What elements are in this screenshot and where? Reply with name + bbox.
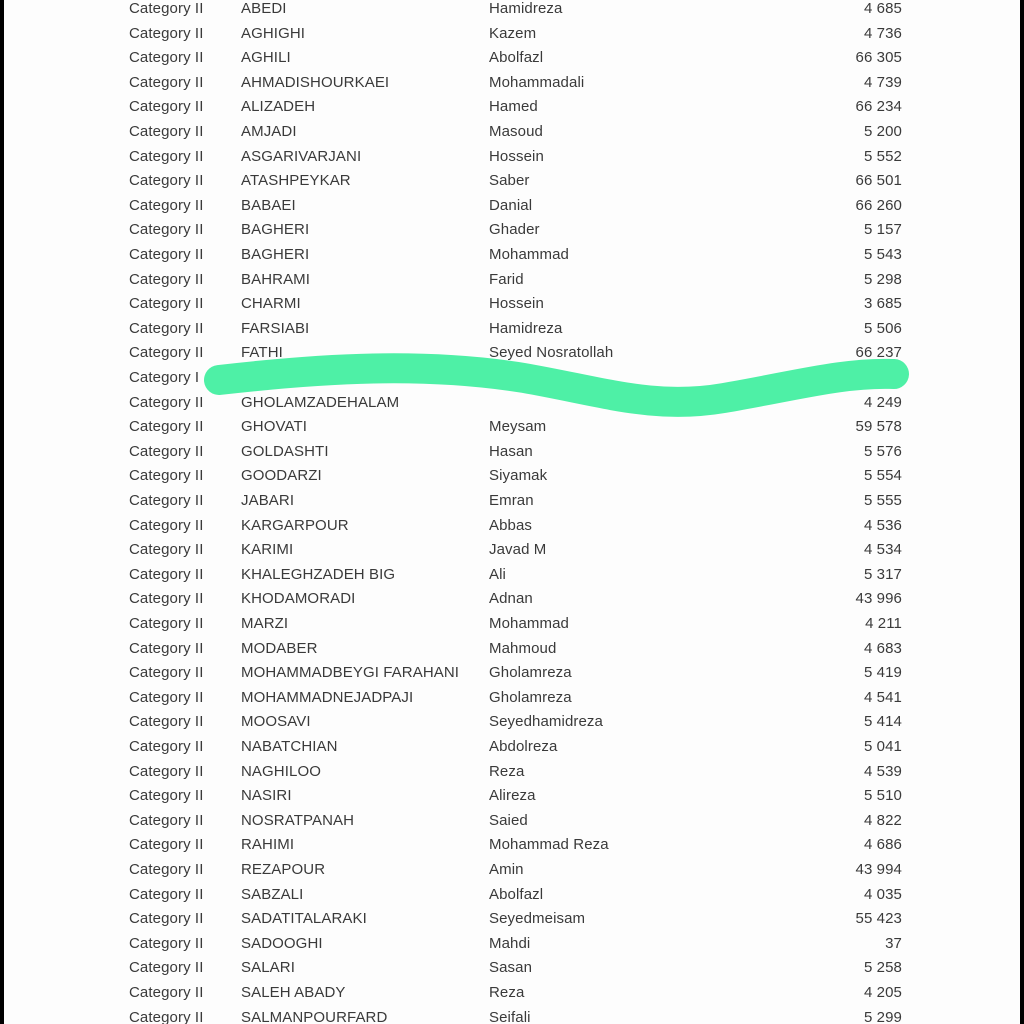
number-cell: 5 554 bbox=[863, 467, 902, 485]
first-name-cell: Hamed bbox=[489, 98, 538, 116]
last-name-cell: SABZALI bbox=[241, 885, 304, 903]
table-row bbox=[4, 784, 1020, 809]
last-name-cell: KHALEGHZADEH BIG bbox=[241, 565, 396, 583]
table-row bbox=[4, 95, 1020, 120]
last-name-cell: MOHAMMADNEJADPAJI bbox=[241, 688, 414, 706]
category-cell: Category II bbox=[129, 688, 204, 706]
last-name-cell: SADOOGHI bbox=[241, 934, 323, 952]
last-name-cell: ABEDI bbox=[241, 0, 287, 17]
number-cell: 4 211 bbox=[865, 615, 902, 632]
category-cell: Category II bbox=[129, 836, 204, 854]
table-row bbox=[4, 268, 1020, 293]
first-name-cell: Hamidreza bbox=[489, 319, 563, 337]
number-cell: 4 536 bbox=[863, 516, 902, 534]
category-cell: Category II bbox=[129, 467, 204, 485]
category-cell: Category II bbox=[129, 590, 204, 608]
first-name-cell: Mohammad bbox=[489, 615, 569, 632]
category-cell: Category II bbox=[129, 123, 204, 140]
category-cell: Category II bbox=[129, 615, 204, 632]
number-cell: 66 260 bbox=[855, 196, 902, 214]
number-cell: 37 bbox=[885, 934, 902, 952]
last-name-cell: SALMANPOURFARD bbox=[241, 1008, 388, 1024]
last-name-cell: MODABER bbox=[241, 639, 318, 657]
last-name-cell: CHARMI bbox=[241, 295, 301, 313]
category-cell: Category II bbox=[129, 270, 204, 288]
table-row bbox=[4, 686, 1020, 711]
last-name-cell: AGHIGHI bbox=[241, 24, 306, 42]
first-name-cell: Reza bbox=[489, 984, 525, 1001]
first-name-cell: Abbas bbox=[489, 516, 533, 534]
first-name-cell: Seifali bbox=[489, 1008, 531, 1024]
category-cell: Category II bbox=[129, 516, 204, 534]
last-name-cell: NOSRATPANAH bbox=[241, 811, 355, 829]
number-cell: 4 739 bbox=[863, 73, 902, 91]
number-cell: 4 685 bbox=[863, 0, 902, 17]
first-name-cell: Mahmoud bbox=[489, 639, 557, 657]
first-name-cell: Meysam bbox=[489, 418, 547, 436]
table-row bbox=[4, 169, 1020, 194]
last-name-cell: RAHIMI bbox=[241, 836, 295, 854]
table-row bbox=[4, 46, 1020, 71]
last-name-cell: KARIMI bbox=[241, 541, 294, 559]
first-name-cell: Danial bbox=[489, 196, 533, 214]
first-name-cell: Saied bbox=[489, 811, 528, 829]
number-cell: 5 041 bbox=[863, 738, 902, 755]
category-cell: Category II bbox=[129, 787, 204, 805]
number-cell: 5 510 bbox=[863, 787, 902, 805]
last-name-cell: NAGHILOO bbox=[241, 762, 321, 780]
first-name-cell: Gholamreza bbox=[489, 688, 572, 706]
table-row bbox=[4, 661, 1020, 686]
table-row bbox=[4, 145, 1020, 170]
category-cell: Category II bbox=[129, 344, 204, 362]
first-name-cell: Reza bbox=[489, 762, 525, 780]
number-cell: 4 205 bbox=[863, 984, 902, 1001]
category-cell: Category II bbox=[129, 565, 204, 583]
table-row bbox=[4, 341, 1020, 366]
table-row bbox=[4, 907, 1020, 932]
table-row bbox=[4, 612, 1020, 637]
table-row bbox=[4, 0, 1020, 22]
table-row bbox=[4, 563, 1020, 588]
first-name-cell: Farid bbox=[489, 270, 524, 288]
number-cell: 5 555 bbox=[863, 492, 902, 509]
last-name-cell: NASIRI bbox=[241, 787, 292, 805]
table-row bbox=[4, 710, 1020, 735]
number-cell: 5 298 bbox=[863, 270, 902, 288]
last-name-cell: BAHRAMI bbox=[241, 270, 311, 288]
table-row bbox=[4, 1006, 1020, 1024]
last-name-cell: SALARI bbox=[241, 959, 295, 977]
first-name-cell: Seyedmeisam bbox=[489, 910, 586, 928]
last-name-cell: ATASHPEYKAR bbox=[241, 172, 351, 190]
category-cell: Category II bbox=[129, 221, 204, 239]
first-name-cell: Mohammad bbox=[489, 246, 569, 263]
table-row bbox=[4, 883, 1020, 908]
number-cell: 4 539 bbox=[863, 762, 902, 780]
first-name-cell: Abolfazl bbox=[489, 885, 544, 903]
category-cell: Category II bbox=[129, 541, 204, 559]
number-cell: 66 234 bbox=[855, 98, 902, 116]
table-row bbox=[4, 218, 1020, 243]
category-cell: Category II bbox=[129, 49, 204, 67]
first-name-cell: Seyed Nosratollah bbox=[489, 344, 614, 362]
category-cell: Category II bbox=[129, 713, 204, 731]
number-cell: 4 736 bbox=[863, 24, 902, 42]
first-name-cell: Kazem bbox=[489, 24, 537, 42]
category-cell: Category I bbox=[129, 369, 200, 386]
number-cell: 4 686 bbox=[863, 836, 902, 854]
category-cell: Category II bbox=[129, 418, 204, 436]
table-row bbox=[4, 587, 1020, 612]
first-name-cell: Javad M bbox=[489, 541, 547, 559]
last-name-cell: REZAPOUR bbox=[241, 861, 326, 878]
table-row bbox=[4, 981, 1020, 1006]
last-name-cell: GHOLAMZADEHALAM bbox=[241, 393, 400, 411]
category-cell: Category II bbox=[129, 295, 204, 313]
last-name-cell: BAGHERI bbox=[241, 221, 310, 239]
first-name-cell: Gholamreza bbox=[489, 664, 572, 682]
category-cell: Category II bbox=[129, 738, 204, 755]
category-cell: Category II bbox=[129, 959, 204, 977]
first-name-cell: Masoud bbox=[489, 123, 543, 140]
category-cell: Category II bbox=[129, 0, 204, 17]
last-name-cell: NABATCHIAN bbox=[241, 738, 338, 755]
number-cell: 5 552 bbox=[863, 147, 902, 165]
last-name-cell: MARZI bbox=[241, 615, 289, 632]
document-page bbox=[4, 0, 1020, 1024]
first-name-cell: Mohammadali bbox=[489, 73, 585, 91]
number-cell: 4 541 bbox=[863, 688, 902, 706]
category-cell: Category II bbox=[129, 492, 204, 509]
category-cell: Category II bbox=[129, 147, 204, 165]
table-row bbox=[4, 637, 1020, 662]
last-name-cell: ALIZADEH bbox=[241, 98, 316, 116]
category-cell: Category II bbox=[129, 762, 204, 780]
category-cell: Category II bbox=[129, 1008, 204, 1024]
last-name-cell: BAGHERI bbox=[241, 246, 310, 263]
last-name-cell: MOOSAVI bbox=[241, 713, 311, 731]
number-cell: 4 035 bbox=[863, 885, 902, 903]
number-cell: 5 414 bbox=[863, 713, 902, 731]
category-cell: Category II bbox=[129, 393, 204, 411]
table-row bbox=[4, 366, 1020, 391]
first-name-cell: Hossein bbox=[489, 295, 544, 313]
table-row bbox=[4, 735, 1020, 760]
table-row bbox=[4, 932, 1020, 957]
table-row bbox=[4, 956, 1020, 981]
number-cell: 55 423 bbox=[855, 910, 902, 928]
number-cell: 4 249 bbox=[863, 393, 902, 411]
first-name-cell: Emran bbox=[489, 492, 534, 509]
table-row bbox=[4, 489, 1020, 514]
table-row bbox=[4, 440, 1020, 465]
first-name-cell: Sasan bbox=[489, 959, 533, 977]
category-cell: Category II bbox=[129, 319, 204, 337]
first-name-cell: Mahdi bbox=[489, 934, 531, 952]
table-row bbox=[4, 243, 1020, 268]
category-cell: Category II bbox=[129, 196, 204, 214]
table-row bbox=[4, 292, 1020, 317]
table-row bbox=[4, 464, 1020, 489]
first-name-cell: Abdolreza bbox=[489, 738, 558, 755]
category-cell: Category II bbox=[129, 172, 204, 190]
table-row bbox=[4, 514, 1020, 539]
last-name-cell: GHOVATI bbox=[241, 418, 307, 436]
category-cell: Category II bbox=[129, 934, 204, 952]
table-row bbox=[4, 538, 1020, 563]
number-cell: 3 685 bbox=[863, 295, 902, 313]
category-cell: Category II bbox=[129, 442, 204, 460]
last-name-cell: FATHI bbox=[241, 344, 283, 362]
first-name-cell: Hasan bbox=[489, 442, 533, 460]
last-name-cell: SADATITALARAKI bbox=[241, 910, 367, 928]
category-cell: Category II bbox=[129, 246, 204, 263]
number-cell: 5 543 bbox=[863, 246, 902, 263]
last-name-cell: AGHILI bbox=[241, 49, 291, 67]
last-name-cell: GOLDASHTI bbox=[241, 442, 329, 460]
number-cell: 5 299 bbox=[863, 1008, 902, 1024]
last-name-cell: MOHAMMADBEYGI FARAHANI bbox=[241, 664, 460, 682]
number-cell: 43 996 bbox=[855, 590, 902, 608]
last-name-cell: JABARI bbox=[241, 492, 295, 509]
first-name-cell: Hossein bbox=[489, 147, 544, 165]
number-cell: 66 305 bbox=[855, 49, 902, 67]
last-name-cell: GOODARZI bbox=[241, 467, 322, 485]
table-row bbox=[4, 71, 1020, 96]
first-name-cell: Adnan bbox=[489, 590, 533, 608]
category-cell: Category II bbox=[129, 910, 204, 928]
first-name-cell: Ali bbox=[489, 565, 506, 583]
last-name-cell: AHMADISHOURKAEI bbox=[241, 73, 390, 91]
number-cell: 5 157 bbox=[863, 221, 902, 239]
last-name-cell: BABAEI bbox=[241, 196, 296, 214]
table-row bbox=[4, 391, 1020, 416]
table-row bbox=[4, 415, 1020, 440]
table-row bbox=[4, 833, 1020, 858]
category-cell: Category II bbox=[129, 24, 204, 42]
first-name-cell: Ghader bbox=[489, 221, 540, 239]
number-cell: 5 258 bbox=[863, 959, 902, 977]
last-name-cell: FARSIABI bbox=[241, 319, 310, 337]
first-name-cell: Alireza bbox=[489, 787, 536, 805]
number-cell: 43 994 bbox=[855, 861, 902, 878]
last-name-cell: ASGARIVARJANI bbox=[241, 147, 362, 165]
number-cell: 4 822 bbox=[863, 811, 902, 829]
category-cell: Category II bbox=[129, 885, 204, 903]
last-name-cell: KARGARPOUR bbox=[241, 516, 349, 534]
table-row bbox=[4, 809, 1020, 834]
number-cell: 4 534 bbox=[863, 541, 902, 559]
category-cell: Category II bbox=[129, 664, 204, 682]
table-row bbox=[4, 760, 1020, 785]
last-name-cell: SALEH ABADY bbox=[241, 984, 346, 1001]
first-name-cell: Saber bbox=[489, 172, 530, 190]
number-cell: 5 419 bbox=[863, 664, 902, 682]
number-cell: 66 501 bbox=[855, 172, 902, 190]
number-cell: 5 506 bbox=[863, 319, 902, 337]
first-name-cell: Abolfazl bbox=[489, 49, 544, 67]
category-cell: Category II bbox=[129, 73, 204, 91]
category-cell: Category II bbox=[129, 811, 204, 829]
number-cell: 66 237 bbox=[855, 344, 902, 362]
table-row bbox=[4, 317, 1020, 342]
first-name-cell: Siyamak bbox=[489, 467, 548, 485]
category-cell: Category II bbox=[129, 984, 204, 1001]
first-name-cell: Hamidreza bbox=[489, 0, 563, 17]
first-name-cell: Seyedhamidreza bbox=[489, 713, 603, 731]
first-name-cell: Amin bbox=[489, 861, 524, 878]
number-cell: 5 576 bbox=[863, 442, 902, 460]
category-cell: Category II bbox=[129, 98, 204, 116]
last-name-cell: KHODAMORADI bbox=[241, 590, 356, 608]
table-row bbox=[4, 858, 1020, 883]
category-cell: Category II bbox=[129, 639, 204, 657]
number-cell: 59 578 bbox=[855, 418, 902, 436]
first-name-cell: Mohammad Reza bbox=[489, 836, 609, 854]
number-cell: 5 317 bbox=[863, 565, 902, 583]
last-name-cell: AMJADI bbox=[241, 123, 297, 140]
number-cell: 4 683 bbox=[863, 639, 902, 657]
number-cell: 5 200 bbox=[863, 123, 902, 140]
table-row bbox=[4, 120, 1020, 145]
table-row bbox=[4, 194, 1020, 219]
category-cell: Category II bbox=[129, 861, 204, 878]
table-row bbox=[4, 22, 1020, 47]
